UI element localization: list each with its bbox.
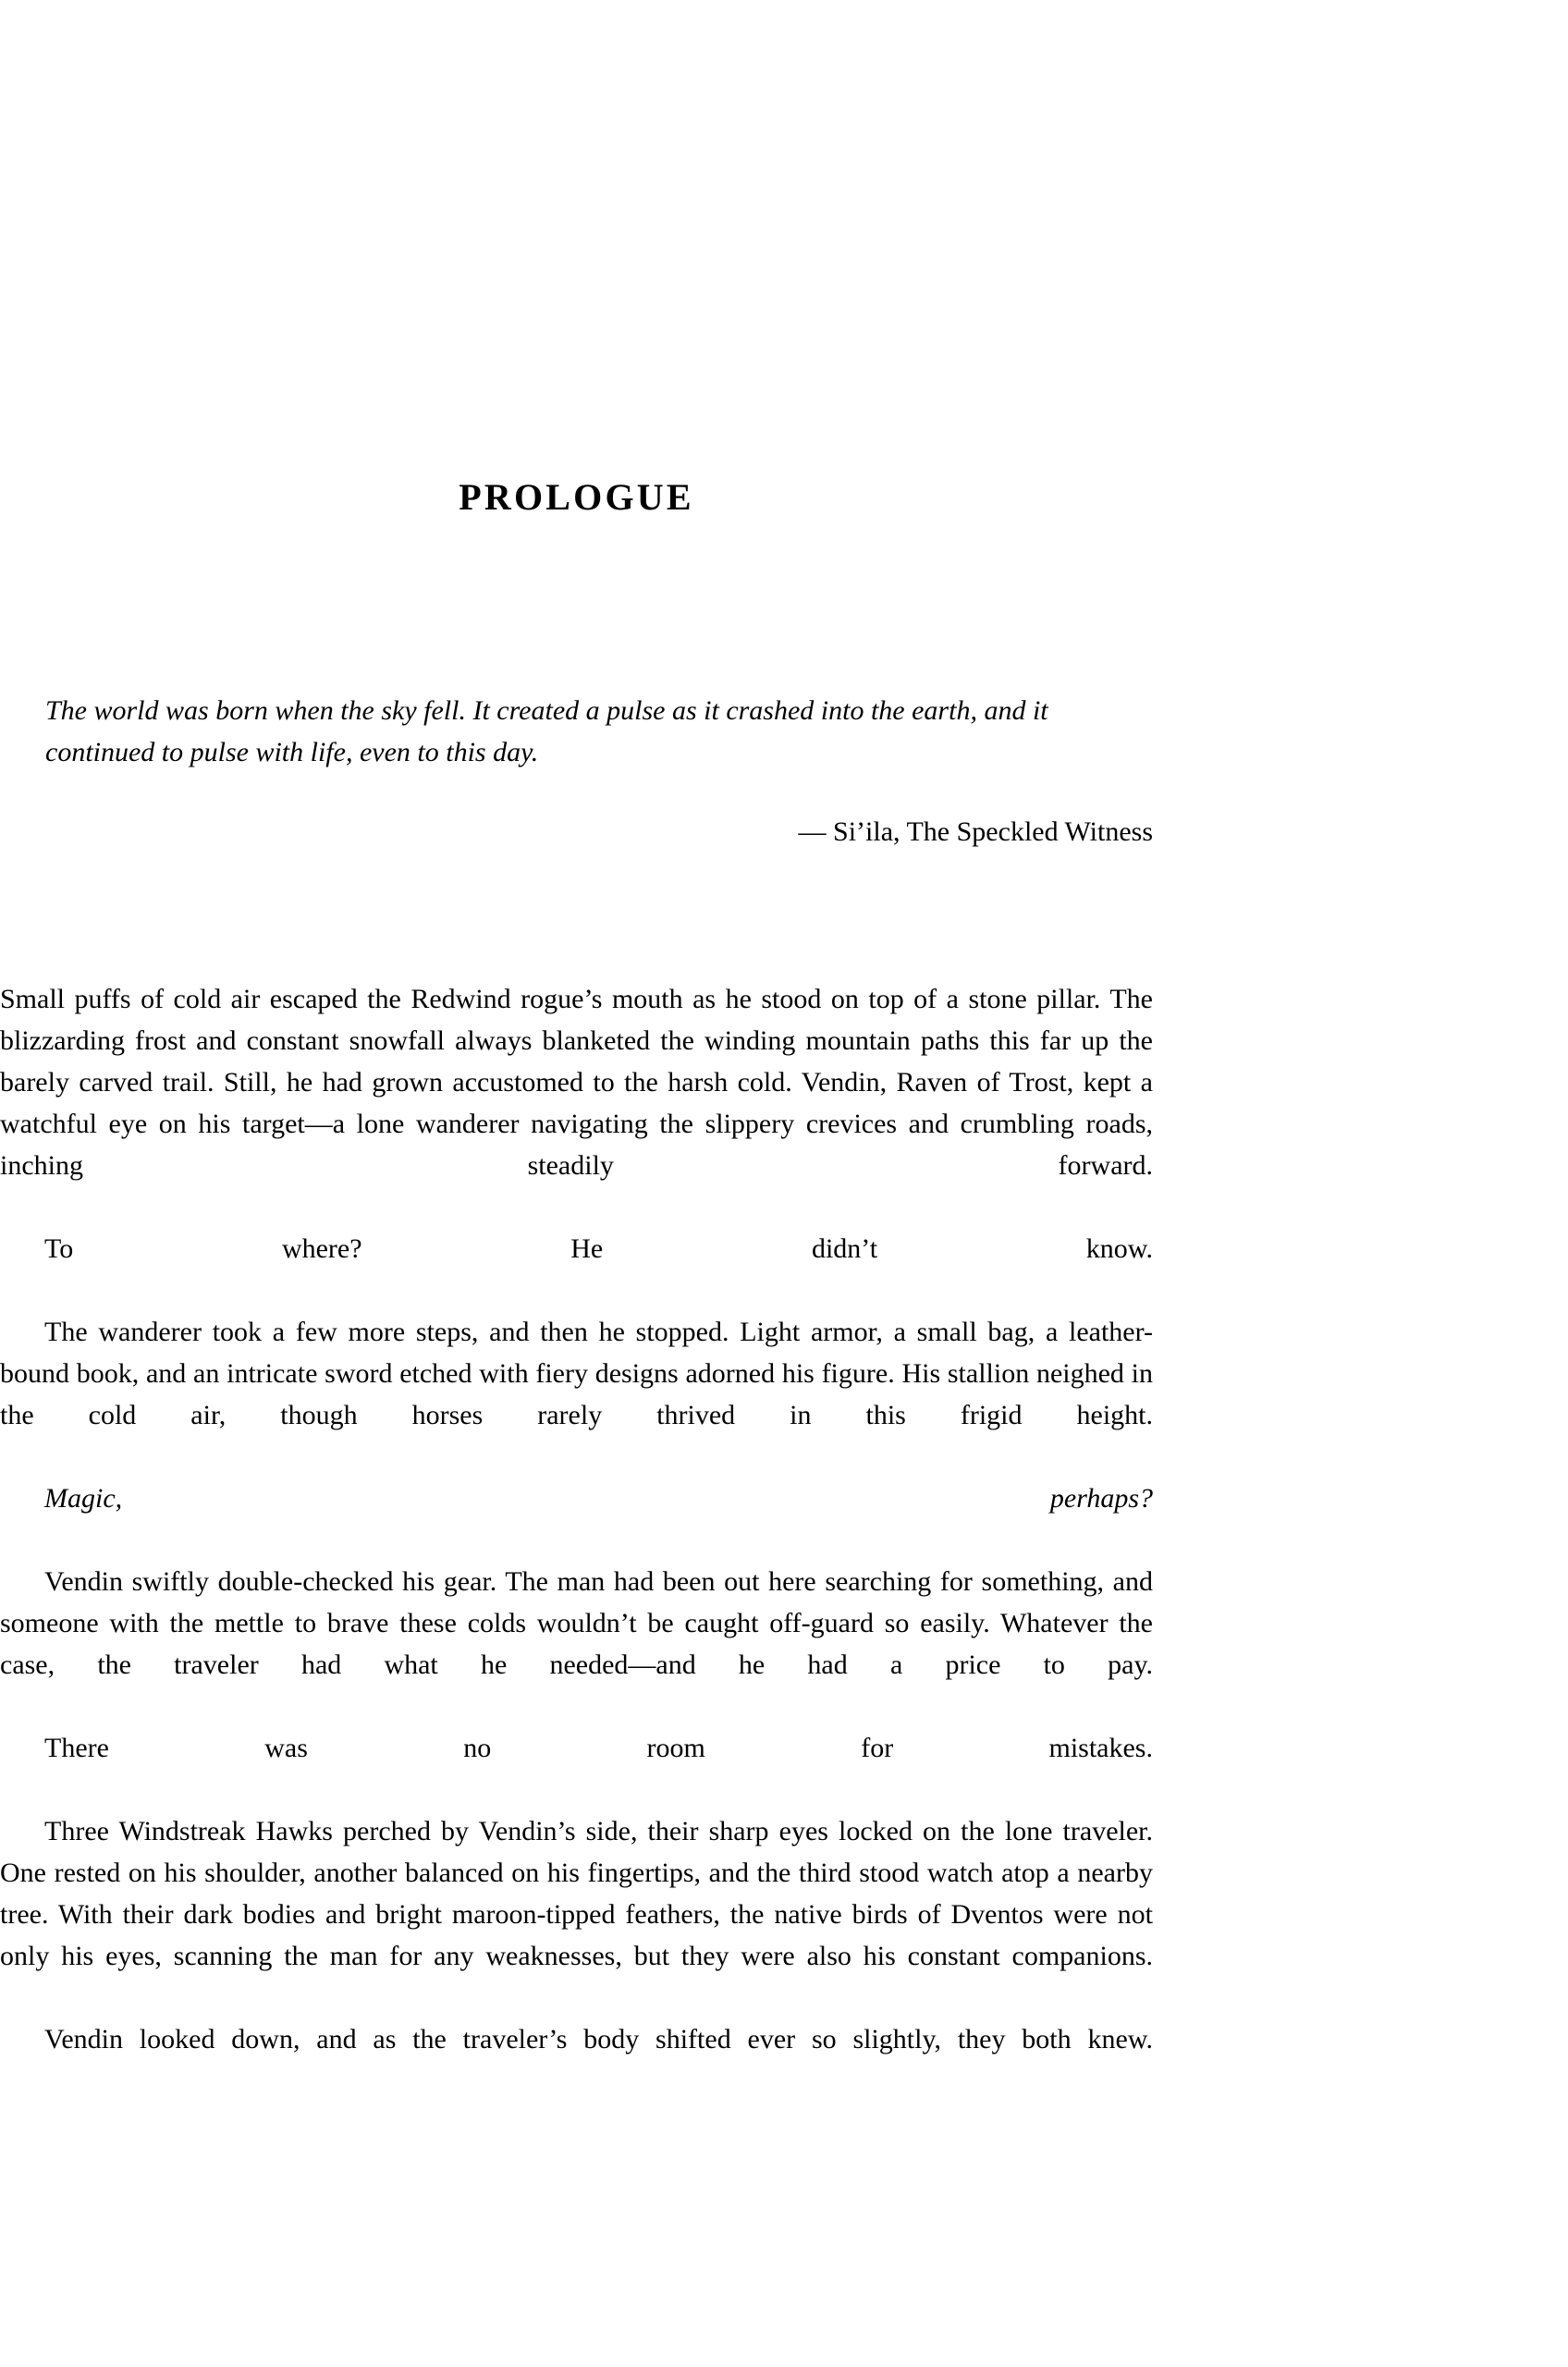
body-text <box>0 978 1153 2102</box>
body-paragraph: There was no room for mistakes. <box>44 1733 1153 1763</box>
body-paragraph: Small puffs of cold air escaped the Redwind rogue’s mouth as he stood on top of a stone pillar. The blizzarding frost and constant snowfall always blanketed the winding mountain paths this far up the barely carved trail. Still, he had grown accustomed to the harsh cold. Vendin, Raven of Trost, kept a watchful eye on his target—a lone wanderer navigating the slippery crevices and crumbling roads, inching steadily forward. <box>0 984 1153 1181</box>
epigraph-attribution: — Si’ila, The Speckled Witness <box>798 816 1153 847</box>
body-paragraph: Three Windstreak Hawks perched by Vendin’s side, their sharp eyes locked on the lone traveler. One rested on his shoulder, another balanced on his fingertips, and the third stood watch atop a nearby tree. With their dark bodies and bright maroon-tipped feathers, the native birds of Dventos were not only his eyes, scanning the man for any weaknesses, but they were also his constant companions. <box>0 1816 1153 1971</box>
body-paragraph: Magic, perhaps? <box>44 1483 1153 1514</box>
body-paragraph: To where? He didn’t know. <box>44 1233 1153 1264</box>
body-paragraph: Vendin looked down, and as the traveler’s body shifted ever so slightly, they both knew. <box>44 2024 1153 2054</box>
body-paragraph: The wanderer took a few more steps, and then he stopped. Light armor, a small bag, a leather-bound book, and an intricate sword etched with fiery designs adorned his figure. His stallion neighed in the cold air, though horses rarely thrived in this frigid height. <box>0 1317 1153 1430</box>
epigraph-block <box>45 690 1166 852</box>
epigraph-quote: The world was born when the sky fell. It created a pulse as it crashed into the earth, and it continued to pulse with life, even to this day. <box>45 695 1048 767</box>
body-paragraph: Vendin swiftly double-checked his gear. The man had been out here searching for something, and someone with the mettle to brave these colds wouldn’t be caught off-guard so easily. Whatever the case, the traveler had what he needed—and he had a price to pay. <box>0 1566 1153 1680</box>
page-title: PROLOGUE <box>459 476 694 518</box>
